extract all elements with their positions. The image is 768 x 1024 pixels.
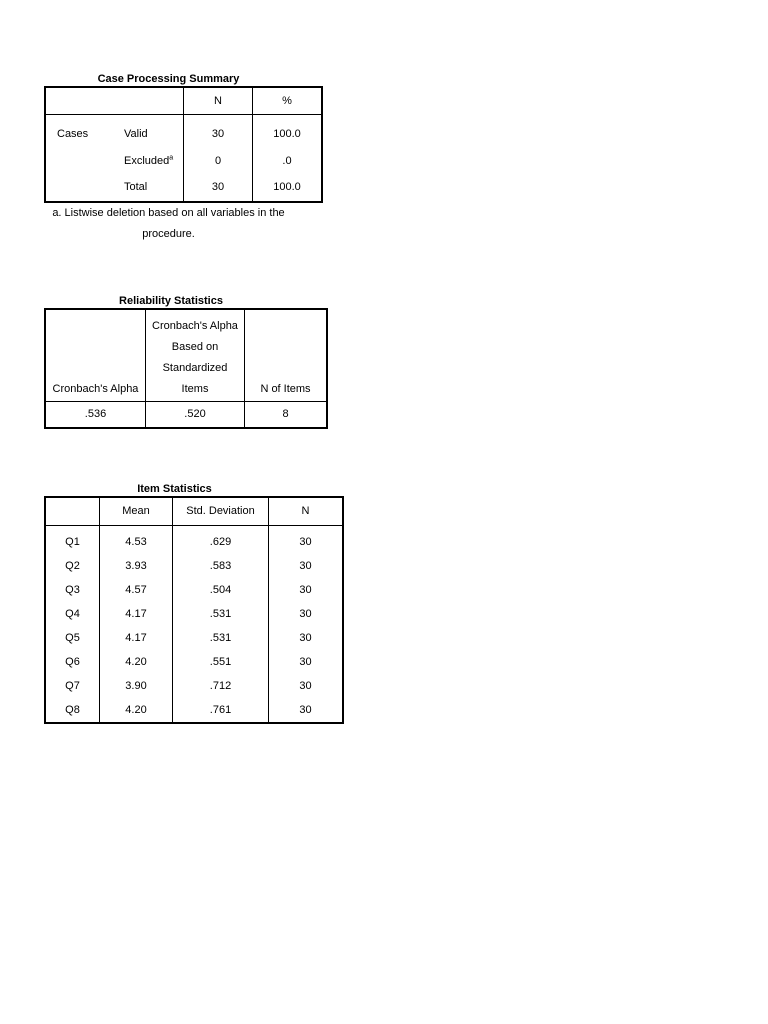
cell-n: 30 — [299, 655, 312, 668]
header-mean: Mean — [100, 497, 173, 526]
row-label — [116, 148, 184, 174]
header-n-of-items: N of Items — [245, 309, 328, 402]
table-header-row — [45, 309, 327, 402]
cell-mean: 4.17 — [100, 626, 173, 650]
table-row — [45, 526, 343, 555]
header-cell — [116, 87, 184, 115]
table-row — [45, 115, 322, 149]
header-cell — [45, 87, 116, 115]
header-cronbach-alpha: Cronbach's Alpha — [45, 309, 146, 402]
cell-n: 30 — [299, 703, 312, 716]
cell-percent: .0 — [253, 148, 323, 174]
cell-n: 30 — [299, 583, 312, 596]
cell-std-deviation: .761 — [173, 698, 269, 723]
cell-std-deviation: .531 — [173, 602, 269, 626]
cell-item: Q8 — [45, 698, 100, 723]
row-label — [116, 115, 184, 149]
header-std-deviation: Std. Deviation — [173, 497, 269, 526]
row-group-label — [45, 148, 116, 174]
row-label-text: Excluded — [124, 154, 170, 167]
header-n: N — [269, 497, 344, 526]
row-label-text: Valid — [124, 128, 148, 140]
item-statistics-title: Item Statistics — [137, 483, 212, 495]
cell-mean: 3.93 — [100, 554, 173, 578]
header-standardized-alpha: Cronbach's Alpha Based on Standardized Items — [146, 309, 245, 402]
table-header-row — [45, 87, 322, 115]
cell-mean: 4.57 — [100, 578, 173, 602]
cell-mean: 4.20 — [100, 650, 173, 674]
cell-cronbach-alpha: .536 — [45, 402, 146, 429]
header-percent: % — [253, 87, 323, 115]
cell-n: 30 — [299, 631, 312, 644]
cell-std-deviation: .504 — [173, 578, 269, 602]
cell-std-deviation: .551 — [173, 650, 269, 674]
table-row — [45, 174, 322, 202]
row-group-label — [45, 174, 116, 202]
reliability-statistics-table — [44, 308, 328, 429]
table-row — [45, 148, 322, 174]
table-row — [45, 674, 343, 698]
cell-n: 30 — [299, 679, 312, 692]
cell-percent: 100.0 — [253, 174, 323, 202]
table-row — [45, 698, 343, 723]
cell-n-of-items: 8 — [282, 408, 289, 420]
case-processing-summary-title: Case Processing Summary — [97, 73, 240, 85]
cell-n: 30 — [299, 607, 312, 620]
row-label — [116, 174, 184, 202]
header-cell — [45, 497, 100, 526]
reliability-statistics — [44, 294, 311, 429]
table-row — [45, 402, 327, 429]
row-label-text: Total — [124, 181, 148, 193]
cell-mean: 4.20 — [100, 698, 173, 723]
cell-std-deviation: .712 — [173, 674, 269, 698]
item-statistics — [44, 482, 312, 724]
header-n: N — [184, 87, 253, 115]
cell-mean: 4.17 — [100, 602, 173, 626]
case-processing-summary — [44, 72, 301, 245]
table-header-row — [45, 497, 343, 526]
cell-std-deviation: .629 — [173, 526, 269, 555]
cell-item: Q2 — [45, 554, 100, 578]
item-statistics-table — [44, 496, 344, 724]
cell-n: 30 — [299, 535, 312, 548]
cell-mean: 3.90 — [100, 674, 173, 698]
cell-item: Q6 — [45, 650, 100, 674]
table-row — [45, 626, 343, 650]
cell-n: 30 — [184, 115, 253, 149]
cell-std-deviation: .583 — [173, 554, 269, 578]
cell-std-deviation: .531 — [173, 626, 269, 650]
cell-standardized-alpha: .520 — [146, 402, 245, 429]
cell-percent: 100.0 — [253, 115, 323, 149]
footnote-marker: a — [169, 153, 174, 161]
table-row — [45, 554, 343, 578]
table-row — [45, 650, 343, 674]
cell-item: Q3 — [45, 578, 100, 602]
reliability-statistics-title: Reliability Statistics — [119, 295, 223, 307]
cell-item: Q5 — [45, 626, 100, 650]
table-row — [45, 602, 343, 626]
cell-item: Q4 — [45, 602, 100, 626]
table-footnote — [44, 203, 293, 245]
table-row — [45, 578, 343, 602]
cell-n: 30 — [299, 559, 312, 572]
cell-item: Q1 — [45, 526, 100, 555]
cell-mean: 4.53 — [100, 526, 173, 555]
row-group-label: Cases — [57, 128, 89, 140]
cell-item: Q7 — [45, 674, 100, 698]
cell-n: 30 — [184, 174, 253, 202]
cell-n: 0 — [184, 148, 253, 174]
case-processing-summary-table — [44, 86, 323, 203]
footnote-line: procedure. — [142, 228, 195, 240]
footnote-line: a. Listwise deletion based on all variables in the — [52, 207, 285, 219]
